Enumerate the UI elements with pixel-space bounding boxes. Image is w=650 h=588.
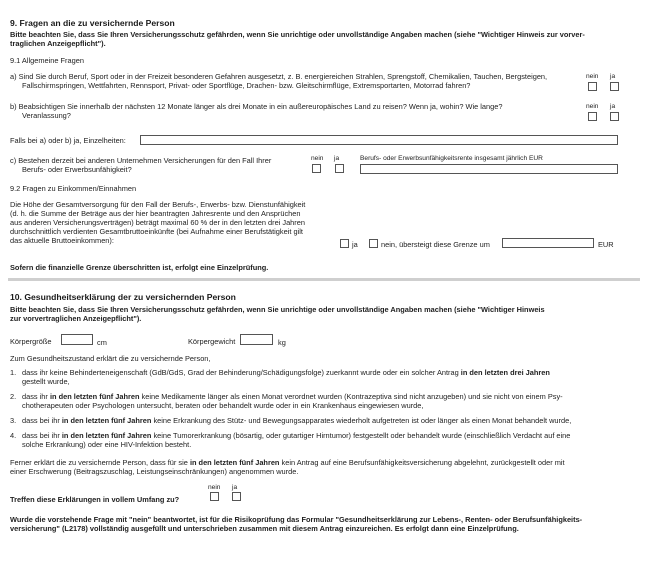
ferner-line-2: einer Erschwerung (Beitragszuschlag, Leistungseinschränkungen) angenommen wurde. bbox=[10, 467, 299, 476]
income-text-line-2: (d. h. die Summe der Beträge aus der hier beantragten Jahresrente und den Ansprüchen bbox=[10, 209, 301, 218]
income-nein-checkbox[interactable] bbox=[369, 239, 378, 248]
section-10-warning-line-1: Bitte beachten Sie, dass Sie Ihren Versicherungsschutz gefährden, wenn Sie unrichtige oder unvollständige Angaben machen (siehe "Wichtiger Hinweis bbox=[10, 305, 545, 314]
height-input[interactable] bbox=[61, 334, 93, 345]
health-item-2-line-2: chotherapeuten oder Psychologen untersucht, beraten oder behandelt wurde oder in ein Krankenhaus eingewiesen wurde, bbox=[22, 401, 424, 410]
item-number-1: 1. bbox=[10, 368, 17, 377]
section-divider bbox=[8, 278, 640, 281]
item-number-3: 3. bbox=[10, 416, 17, 425]
health-item-3-line-1: dass bei ihr in den letzten fünf Jahren keine Erkrankung des Stütz- und Bewegungsapparates wiederholt aufgetreten ist oder länger als einen Monat behandelt wurde, bbox=[22, 416, 572, 425]
health-item-1-line-2: gestellt wurde, bbox=[22, 377, 70, 386]
question-c-nein-checkbox[interactable] bbox=[312, 164, 321, 173]
income-nein-label: nein, übersteigt diese Grenze um bbox=[381, 240, 490, 249]
height-label: Körpergröße bbox=[10, 337, 52, 346]
treffen-nein-checkbox[interactable] bbox=[210, 492, 219, 501]
question-c-line-1: c) Bestehen derzeit bei anderen Unternehmen Versicherungen für den Fall Ihrer bbox=[10, 156, 272, 165]
income-final-note: Sofern die finanzielle Grenze überschritten ist, erfolgt eine Einzelprüfung. bbox=[10, 263, 269, 272]
question-b-ja-label: ja bbox=[610, 103, 616, 110]
treffen-question: Treffen diese Erklärungen in vollem Umfang zu? bbox=[10, 495, 180, 504]
health-intro: Zum Gesundheitszustand erklärt die zu versichernde Person, bbox=[10, 354, 211, 363]
health-item-1-line-1: dass ihr keine Behinderteneigenschaft (GdB/GdS, Grad der Behinderung/Schädigungsfolge) zuerkannt wurde oder ein solcher Antrag in den letzten drei Jahren bbox=[22, 368, 550, 377]
section-10-title: 10. Gesundheitserklärung der zu versichernden Person bbox=[10, 292, 236, 302]
question-a-ja-label: ja bbox=[610, 73, 616, 80]
section-9-title: 9. Fragen an die zu versichernde Person bbox=[10, 18, 175, 28]
health-item-2-line-1: dass ihr in den letzten fünf Jahren keine Medikamente länger als einen Monat verordnet wurden (Kontrazeptiva sind nicht anzugeben) und sie nicht von einem Psy- bbox=[22, 392, 563, 401]
income-text-line-3: aus anderen Versicherungsverträgen) beträgt maximal 60 % der in den letzten drei Jahren bbox=[10, 218, 305, 227]
section-9-warning-line-2: traglichen Anzeigepflicht"). bbox=[10, 39, 106, 48]
details-label: Falls bei a) oder b) ja, Einzelheiten: bbox=[10, 136, 126, 145]
treffen-ja-label: ja bbox=[232, 484, 238, 491]
item-number-4: 4. bbox=[10, 431, 17, 440]
income-ja-checkbox[interactable] bbox=[340, 239, 349, 248]
question-c-ja-label: ja bbox=[334, 155, 340, 162]
income-eur-label: EUR bbox=[598, 240, 614, 249]
question-b-ja-checkbox[interactable] bbox=[610, 112, 619, 121]
details-input[interactable] bbox=[140, 135, 618, 145]
weight-label: Körpergewicht bbox=[188, 337, 236, 346]
question-a-nein-label: nein bbox=[586, 73, 599, 80]
section-10-warning-line-2: zur vorvertraglichen Anzeigepflicht"). bbox=[10, 314, 142, 323]
weight-input[interactable] bbox=[240, 334, 273, 345]
item-number-2: 2. bbox=[10, 392, 17, 401]
question-c-line-2: Berufs- oder Erwerbsunfähigkeit? bbox=[22, 165, 132, 174]
question-c-nein-label: nein bbox=[311, 155, 324, 162]
height-unit: cm bbox=[97, 338, 107, 347]
question-c-ja-checkbox[interactable] bbox=[335, 164, 344, 173]
section-9-warning-line-1: Bitte beachten Sie, dass Sie Ihren Versicherungsschutz gefährden, wenn Sie unrichtige oder unvollständige Angaben machen (siehe "Wichtiger Hinweis zur vorver- bbox=[10, 30, 585, 39]
bu-rente-label: Berufs- oder Erwerbsunfähigkeitsrente insgesamt jährlich EUR bbox=[360, 155, 543, 162]
income-excess-input[interactable] bbox=[502, 238, 594, 248]
income-text-line-4: durchschnittlich verdienten Gesamtbruttoeinkünfte (bei Aufnahme einer Berufstätigkeit gilt bbox=[10, 227, 303, 236]
ferner-line-1: Ferner erklärt die zu versichernde Person, dass für sie in den letzten fünf Jahren kein Antrag auf eine Berufsunfähigkeitsversicherung abgelehnt, zurückgestellt oder mit bbox=[10, 458, 565, 467]
question-a-line-1: a) Sind Sie durch Beruf, Sport oder in der Freizeit besonderen Gefahren ausgesetzt, z. B. energiereichen Strahlen, Sprengstoff, Chemikalien, Tauchen, Bergsteigen, bbox=[10, 72, 548, 81]
income-ja-label: ja bbox=[352, 240, 358, 249]
question-b-nein-checkbox[interactable] bbox=[588, 112, 597, 121]
final-note-line-2: versicherung" (L2178) vollständig ausgefüllt und unterschrieben zusammen mit diesem Antrag einzureichen. Es erfolgt dann eine Einzelprüfung. bbox=[10, 524, 519, 533]
final-note-line-1: Wurde die vorstehende Frage mit "nein" beantwortet, ist für die Risikoprüfung das Formular "Gesundheitserklärung zur Lebens-, Renten- oder Berufsunfähigkeits- bbox=[10, 515, 583, 524]
question-a-ja-checkbox[interactable] bbox=[610, 82, 619, 91]
question-a-line-2: Fallschirmspringen, Wettfahrten, Rennsport, Privat- oder Sportflüge, Drachen- bzw. Gleitschirmflüge, Extremsportarten, Motorrad fahren? bbox=[22, 81, 471, 90]
health-item-4-line-1: dass bei ihr in den letzten fünf Jahren keine Tumorerkrankung (bösartig, oder gutartiger Hirntumor) festgestellt oder behandelt wurde (einschließlich Verdacht auf eine bbox=[22, 431, 571, 440]
question-b-line-1: b) Beabsichtigen Sie innerhalb der nächsten 12 Monate länger als drei Monate in ein außereuropäisches Land zu reisen? Wenn ja, wohin? Wie lange? bbox=[10, 102, 503, 111]
treffen-ja-checkbox[interactable] bbox=[232, 492, 241, 501]
bu-rente-input[interactable] bbox=[360, 164, 618, 174]
question-b-nein-label: nein bbox=[586, 103, 599, 110]
subsection-9-2-title: 9.2 Fragen zu Einkommen/Einnahmen bbox=[10, 184, 137, 193]
income-text-line-1: Die Höhe der Gesamtversorgung für den Fall der Berufs-, Erwerbs- bzw. Dienstunfähigkeit bbox=[10, 200, 306, 209]
income-text-line-5: das aktuelle Bruttoeinkommen): bbox=[10, 236, 114, 245]
question-a-nein-checkbox[interactable] bbox=[588, 82, 597, 91]
weight-unit: kg bbox=[278, 338, 286, 347]
subsection-9-1-title: 9.1 Allgemeine Fragen bbox=[10, 56, 84, 65]
question-b-line-2: Veranlassung? bbox=[22, 111, 71, 120]
treffen-nein-label: nein bbox=[208, 484, 221, 491]
health-item-4-line-2: solche Erkrankung) oder eine HIV-Infektion besteht. bbox=[22, 440, 192, 449]
